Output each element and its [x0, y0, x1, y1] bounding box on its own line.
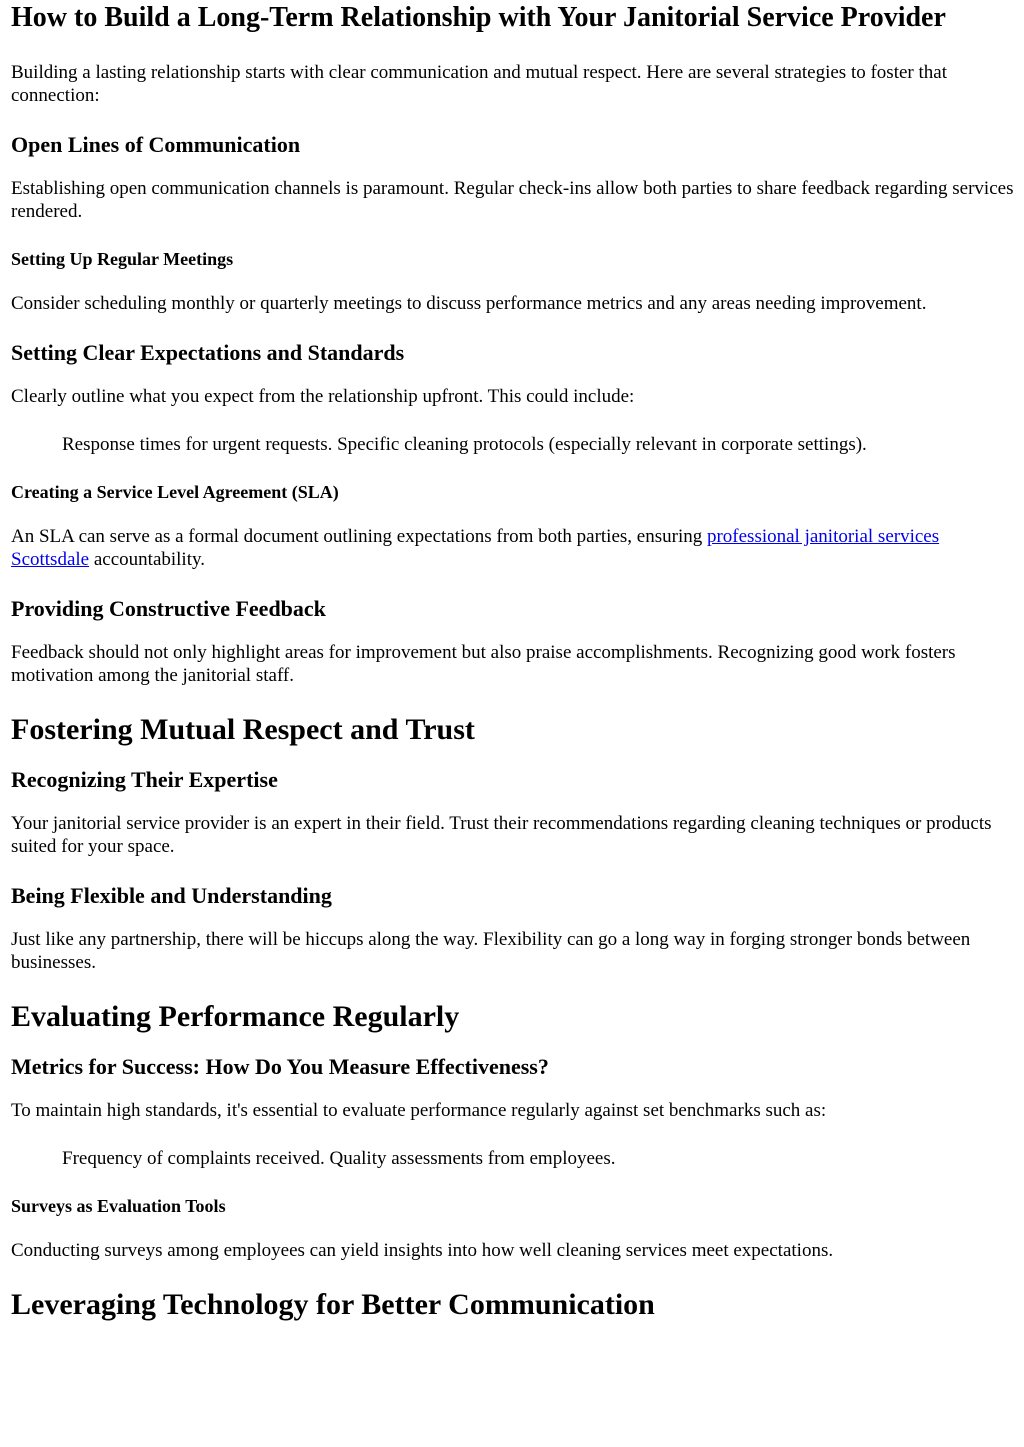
sla-text-before: An SLA can serve as a formal document outlining expectations from both parties, ensuring — [11, 526, 707, 547]
paragraph-metrics: To maintain high standards, it's essential to evaluate performance regularly against set benchmarks such as: — [11, 1100, 827, 1121]
page-title: How to Build a Long-Term Relationship with Your Janitorial Service Provider — [11, 2, 946, 33]
janitorial-services-link[interactable]: professional janitorial services Scottsdale — [11, 526, 940, 570]
heading-open-lines: Open Lines of Communication — [11, 132, 301, 157]
heading-surveys: Surveys as Evaluation Tools — [11, 1196, 226, 1216]
paragraph-open-lines: Establishing open communication channels is paramount. Regular check-ins allow both parties to share feedback regarding services rendered. — [11, 178, 1014, 222]
heading-sla: Creating a Service Level Agreement (SLA) — [11, 482, 339, 502]
heading-regular-meetings: Setting Up Regular Meetings — [11, 249, 234, 269]
paragraph-sla — [11, 525, 1014, 571]
paragraph-regular-meetings: Consider scheduling monthly or quarterly meetings to discuss performance metrics and any areas needing improvement. — [11, 293, 927, 314]
heading-expectations: Setting Clear Expectations and Standards — [11, 340, 405, 365]
sla-text-after: accountability. — [89, 549, 206, 570]
heading-evaluating: Evaluating Performance Regularly — [11, 1000, 460, 1033]
paragraph-expectations: Clearly outline what you expect from the relationship upfront. This could include: — [11, 386, 635, 407]
intro-paragraph: Building a lasting relationship starts with clear communication and mutual respect. Here are several strategies to foster that connection: — [11, 62, 947, 106]
paragraph-expertise: Your janitorial service provider is an expert in their field. Trust their recommendations regarding cleaning techniques or products suited for your space. — [11, 813, 992, 857]
paragraph-flexible: Just like any partnership, there will be hiccups along the way. Flexibility can go a long way in forging stronger bonds between businesses. — [11, 929, 971, 973]
heading-fostering: Fostering Mutual Respect and Trust — [11, 713, 475, 746]
heading-feedback: Providing Constructive Feedback — [11, 596, 326, 621]
expectations-list: Response times for urgent requests. Specific cleaning protocols (especially relevant in corporate settings). — [62, 434, 867, 455]
heading-flexible: Being Flexible and Understanding — [11, 883, 332, 908]
metrics-list: Frequency of complaints received. Quality assessments from employees. — [62, 1148, 616, 1169]
heading-expertise: Recognizing Their Expertise — [11, 767, 278, 792]
paragraph-feedback: Feedback should not only highlight areas for improvement but also praise accomplishments. Recognizing good work fosters motivation among the janitorial staff. — [11, 642, 956, 686]
article — [0, 1, 1024, 1323]
paragraph-surveys: Conducting surveys among employees can yield insights into how well cleaning services meet expectations. — [11, 1240, 834, 1261]
heading-technology: Leveraging Technology for Better Communication — [11, 1288, 655, 1321]
heading-metrics: Metrics for Success: How Do You Measure Effectiveness? — [11, 1054, 549, 1079]
